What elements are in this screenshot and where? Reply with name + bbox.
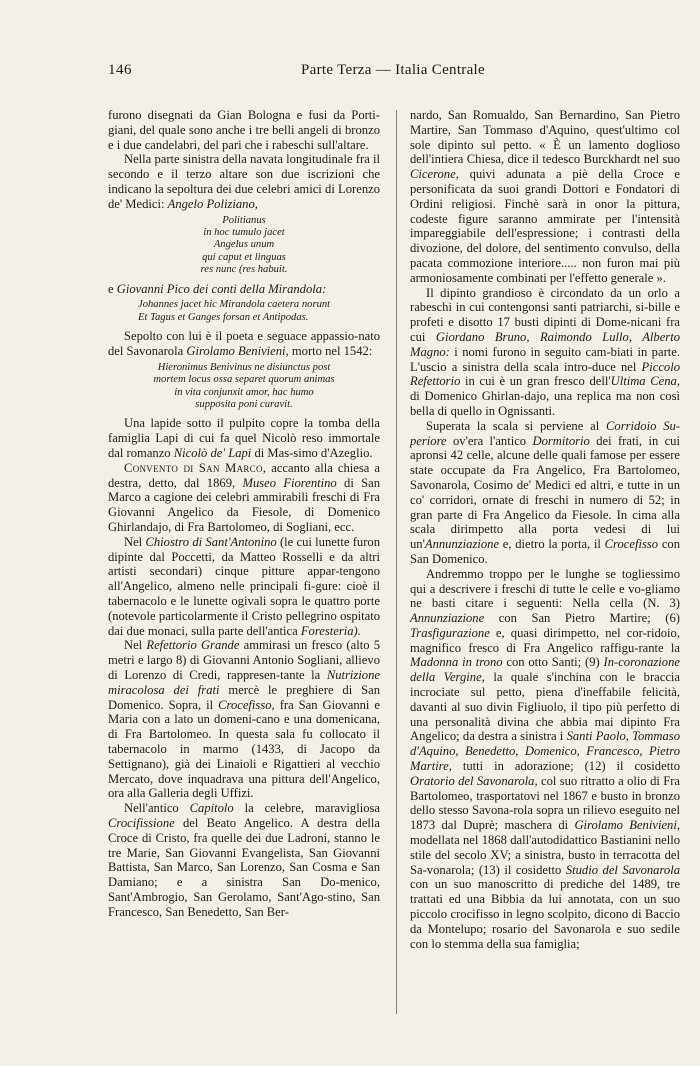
epitaph-benivieni: Hieronimus Benivinus ne disiunctus post mortem locus ossa separet quorum animas in vita conjunxit amor, hac humo supposita poni curavit. <box>153 361 335 411</box>
paragraph: Il dipinto grandioso è circondato da un orlo a rabeschi in cui contengonsi santi patriarchi, si-bille e profeti e disotto 17 busti dipinti di Dome-nicani fra cui Giordano Bruno, Raimondo Lullo, Alberto Magno: i nomi furono in seguito cam-biati in parte. L'uscio a sinistra della scala intro-duce nel Piccolo Refettorio in cui è un gran fresco dell'Ultima Cena, di Domenico Ghirlan-dajo, una replica ma non così bella di quello in Ognissanti. <box>410 285 681 418</box>
page-number: 146 <box>108 62 132 78</box>
paragraph: Una lapide sotto il pulpito copre la tomba della famiglia Lapi di cui fa quel Nicolò reso immortale dal romanzo Nicolò de' Lapi di Mas-simo d'Azeglio. <box>108 416 380 461</box>
paragraph: Andremmo troppo per le lunghe se togliessimo qui a descrivere i freschi di tutte le celle e vo-gliamo ne basti citare i seguenti: Nella cella (N. 3) Annunziazione con San Pietro Martire; (6) Trasfigurazione e, quasi dirimpetto, nel cor-ridoio, magnifico fresco di Fra Angelico raffigu-rante la Madonna in trono con otto Santi; (9) In-coronazione della Vergine, la quale s'inchina con le braccia incrociate sul petto, piena d'ineffabile felicità, davanti al suo divin Figliuolo, il tipo più perfetto di una personalità divina che abbia mai dipinto Fra Angelico; da destra a sinistra i Santi Paolo, Tommaso d'Aquino, Benedetto, Domenico, Francesco, Pietro Martire, tutti in adorazione; (12) il cosidetto Oratorio del Savonarola, col suo ritratto a olio di Fra Bartolomeo, trasportatovi nel 1867 e busto in bronzo dello stesso Savona-rola sopra un rilievo eseguito nel 1873 dal Duprè; maschera di Girolamo Benivieni, modellata nel 1868 dall'autodidattico Bastianini nello stile del secolo XV; a sinistra, busto in terracotta del Sa-vonarola; (13) il cosidetto Studio del Savonarola con un suo manoscritto di prediche del 1489, tre trattati ed una Bibbia da lui annotata, con un suo piccolo crocifisso in legno scolpito, dicono di Baccio da Montelupo; rosario del Savonarola e suo sedile con lo stemma della sua famiglia; <box>410 566 681 951</box>
paragraph: Sepolto con lui è il poeta e seguace appassio-nato del Savonarola Girolamo Benivieni, morto nel 1542: <box>108 329 380 359</box>
paragraph: furono disegnati da Gian Bologna e fusi da Porti-giani, del quale sono anche i tre belli angeli di bronzo e i due candelabri, del pari che i rabeschi sull'altare. <box>108 108 380 152</box>
epitaph-pico: Johannes jacet hic Mirandola caetera norunt Et Tagus et Ganges forsan et Antipodas. <box>138 299 331 323</box>
paragraph: Superata la scala si perviene al Corridoio Su-periore ov'era l'antico Dormitorio dei frati, in cui apronsi 42 celle, alcune delle quali famose per essere state occupate da Fra Angelico, Fra Bartolomeo, Savonarola, Cosimo de' Medici ed altri, e tutte in un co' corridori, ornate di freschi in numero di 52; in gran parte di Fra Angelico da Fiesole. In cima alla scala dirimpetto alla porta vedesi di lui un'Annunziazione e, dietro la porta, il Crocefisso con San Domenico. <box>410 418 680 566</box>
column-divider <box>396 110 397 1014</box>
paragraph: nardo, San Romualdo, San Bernardino, San Pietro Martire, San Tommaso d'Aquino, quest'ultimo col sole dipinto sul petto. « È un lamento doglioso dell'intiera Chiesa, dice il tedesco Burckhardt nel suo Cicerone, quivi adunata a piè della Croce e personificata da suoi grandi Dottori e Fondatori di Ordini religiosi. Finchè sarà in onor la pittura, codeste figure saranno ammirate per l'intensità impareggiabile dell'espressione; i contrasti della divozione, del dolore, del sentimento convulso, della pacata commozione interiore..... non furon mai più armoniosamente combinati per l'effetto generale ». <box>410 108 680 285</box>
paragraph: Nell'antico Capitolo la celebre, maravigliosa Crocifissione del Beato Angelico. A destra della Croce di Cristo, fra quelle dei due Ladroni, stanno le tre Marie, San Giovanni Evangelista, San Giovanni Battista, San Marco, San Lorenzo, San Cosma e San Damiano; e a sinistra San Do-menico, Sant'Ambrogio, San Gerolamo, Sant'Ago-stino, San Francesco, San Benedetto, San Ber- <box>108 801 380 919</box>
paragraph: e Giovanni Pico dei conti della Mirandola: <box>108 281 327 296</box>
right-column <box>410 108 680 951</box>
epitaph-poliziano: Politianus in hoc tumulo jacet Angelus unum qui caput et linguas res nunc (res habuit. <box>200 214 288 276</box>
running-title: Parte Terza — Italia Centrale <box>301 62 485 78</box>
paragraph: Nel Refettorio Grande ammirasi un fresco (alto 5 metri e largo 8) di Giovanni Antonio Sogliani, allievo di Lorenzo di Credi, rappresen-tante la Nutrizione miracolosa dei frati mercè le preghiere di San Domenico. Sopra, il Crocefisso, fra San Giovanni e Maria con a lato un domeni-cano e una domenicana, di Fra Bartolomeo. In questa sala fu collocato il tabernacolo in marmo (1433, di Jacopo da Settignano), già dei Linaioli e Rigattieri al vecchio Mercato, dove inquadrava una pittura dell'Angelico, ora alla Galleria degli Uffizi. <box>108 638 380 801</box>
paragraph: Convento di San Marco, accanto alla chiesa a destra, detto, dal 1869, Museo Fiorentino di San Marco a cagione dei celebri ammirabili freschi di Fra Giovanni Angelico da Fiesole, di Domenico Ghirlandajo, di Fra Bartolomeo, di Sogliani, ecc. <box>108 460 381 535</box>
paragraph: Nel Chiostro di Sant'Antonino (le cui lunette furon dipinte dal Poccetti, da Matteo Rosselli e da altri artisti secondari) cinque pitture appar-tengono all'Angelico, almeno nelle principali fi-gure: cioè il tabernacolo e le lunette ogivali sopra le quattro porte (notevole particolarmente il Cristo pellegrino ospitato dai due monaci, sulla parte dell'antica Foresteria). <box>108 534 380 638</box>
page-header <box>108 62 678 84</box>
paragraph: Nella parte sinistra della navata longitudinale fra il secondo e il terzo altare son due iscrizioni che indicano la sepoltura dei due celebri amici di Lorenzo de' Medici: Angelo Poliziano, <box>108 152 380 211</box>
left-column <box>108 108 380 920</box>
